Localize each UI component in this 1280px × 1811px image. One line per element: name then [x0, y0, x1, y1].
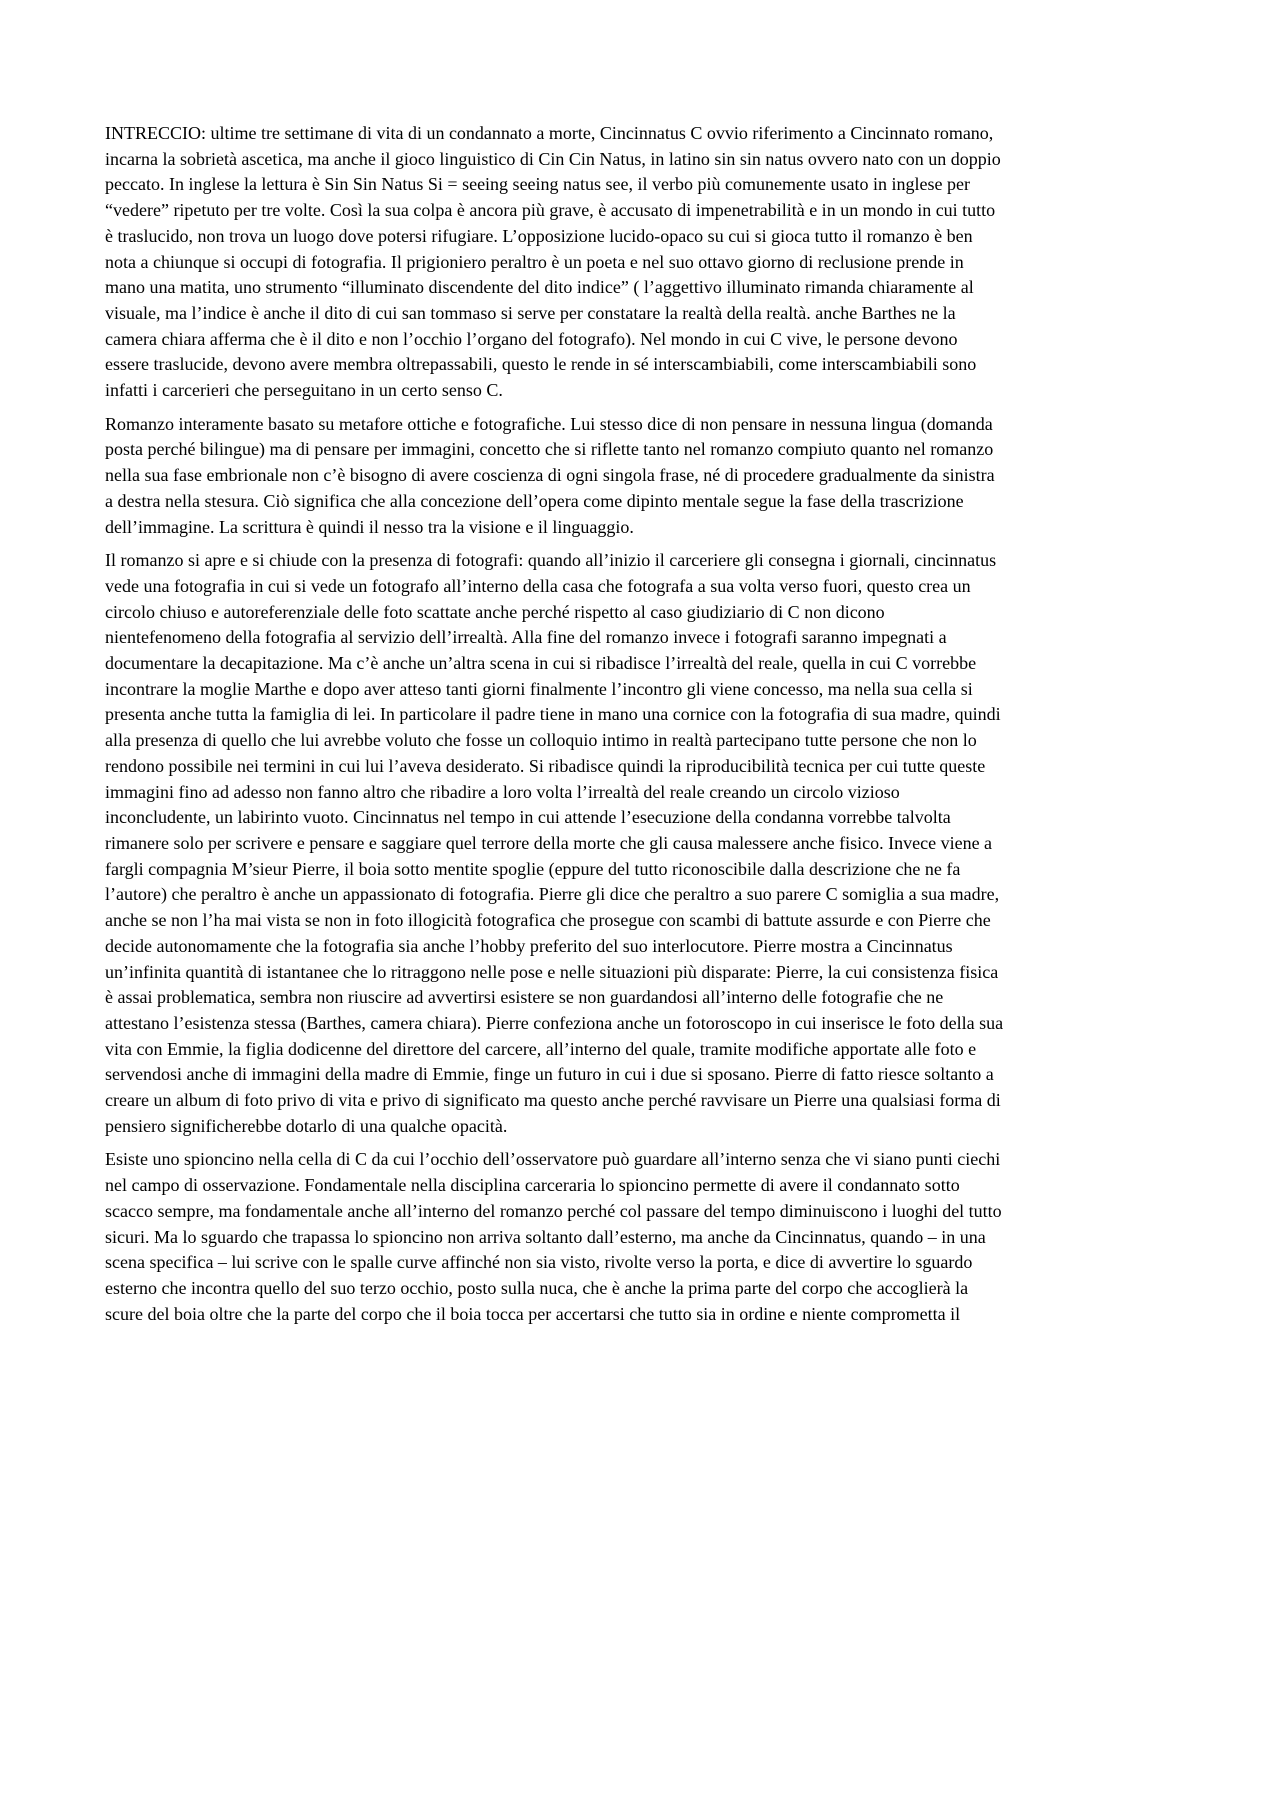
document-content: [105, 121, 1005, 1335]
paragraph-fotografi: Il romanzo si apre e si chiude con la presenza di fotografi: quando all’inizio il carceriere gli consegna i giornali, cincinnatus vede una fotografia in cui si vede un fotografo all’interno della casa che fotografa a sua volta verso fuori, questo crea un circolo chiuso e autoreferenziale delle foto scattate anche perché rispetto al caso giudiziario di C non dicono nientefenomeno della fotografia al servizio dell’irrealtà. Alla fine del romanzo invece i fotografi saranno impegnati a documentare la decapitazione. Ma c’è anche un’altra scena in cui si ribadisce l’irrealtà del reale, quella in cui C vorrebbe incontrare la moglie Marthe e dopo aver atteso tanti giorni finalmente l’incontro gli viene concesso, ma nella sua cella si presenta anche tutta la famiglia di lei. In particolare il padre tiene in mano una cornice con la fotografia di sua madre, quindi alla presenza di quello che lui avrebbe voluto che fosse un colloquio intimo in realtà partecipano tutte persone che non lo rendono possibile nei termini in cui lui l’aveva desiderato. Si ribadisce quindi la riproducibilità tecnica per cui tutte queste immagini fino ad adesso non fanno altro che ribadire a loro volta l’irrealtà del reale creando un circolo vizioso inconcludente, un labirinto vuoto. Cincinnatus nel tempo in cui attende l’esecuzione della condanna vorrebbe talvolta rimanere solo per scrivere e pensare e saggiare quel terrore della morte che gli causa malessere anche fisico. Invece viene a fargli compagnia M’sieur Pierre, il boia sotto mentite spoglie (eppure del tutto riconoscibile dalla descrizione che ne fa l’autore) che peraltro è anche un appassionato di fotografia. Pierre gli dice che peraltro a suo parere C somiglia a sua madre, anche se non l’ha mai vista se non in foto illogicità fotografica che prosegue con scambi di battute assurde e con Pierre che decide autonomamente che la fotografia sia anche l’hobby preferito del suo interlocutore. Pierre mostra a Cincinnatus un’infinita quantità di istantanee che lo ritraggono nelle pose e nelle situazioni più disparate: Pierre, la cui consistenza fisica è assai problematica, sembra non riuscire ad avvertirsi esistere se non guardandosi all’interno delle fotografie che ne attestano l’esistenza stessa (Barthes, camera chiara). Pierre confeziona anche un fotoroscopo in cui inserisce le foto della sua vita con Emmie, la figlia dodicenne del direttore del carcere, all’interno del quale, tramite modifiche apportate alle foto e servendosi anche di immagini della madre di Emmie, finge un futuro in cui i due si sposano. Pierre di fatto riesce soltanto a creare un album di foto privo di vita e privo di significato ma questo anche perché ravvisare un Pierre una qualsiasi forma di pensiero significherebbe dotarlo di una qualche opacità.: [105, 550, 1004, 1136]
paragraph-spioncino: Esiste uno spioncino nella cella di C da cui l’occhio dell’osservatore può guardare all’interno senza che vi siano punti ciechi nel campo di osservazione. Fondamentale nella disciplina carceraria lo spioncino permette di avere il condannato sotto scacco sempre, ma fondamentale anche all’interno del romanzo perché col passare del tempo diminuiscono i luoghi del tutto sicuri. Ma lo sguardo che trapassa lo spioncino non arriva soltanto dall’esterno, ma anche da Cincinnatus, quando – in una scena specifica – lui scrive con le spalle curve affinché non sia visto, rivolte verso la porta, e dice di avvertire lo sguardo esterno che incontra quello del suo terzo occhio, posto sulla nuca, che è anche la prima parte del corpo che accoglierà la scure del boia oltre che la parte del corpo che il boia tocca per accertarsi che tutto sia in ordine e niente comprometta il: [105, 1149, 1002, 1324]
paragraph-intreccio: INTRECCIO: ultime tre settimane di vita di un condannato a morte, Cincinnatus C ovvio riferimento a Cincinnato romano, incarna la sobrietà ascetica, ma anche il gioco linguistico di Cin Cin Natus, in latino sin sin natus ovvero nato con un doppio peccato. In inglese la lettura è Sin Sin Natus Si = seeing seeing natus see, il verbo più comunemente usato in inglese per “vedere” ripetuto per tre volte. Così la sua colpa è ancora più grave, è accusato di impenetrabilità e in un mondo in cui tutto è traslucido, non trova un luogo dove potersi rifugiare. L’opposizione lucido-opaco su cui si gioca tutto il romanzo è ben nota a chiunque si occupi di fotografia. Il prigioniero peraltro è un poeta e nel suo ottavo giorno di reclusione prende in mano una matita, uno strumento “illuminato discendente del dito indice” ( l’aggettivo illuminato rimanda chiaramente al visuale, ma l’indice è anche il dito di cui san tommaso si serve per constatare la realtà della realtà. anche Barthes ne la camera chiara afferma che è il dito e non l’occhio l’organo del fotografo). Nel mondo in cui C vive, le persone devono essere traslucide, devono avere membra oltrepassabili, questo le rende in sé interscambiabili, come interscambiabili sono infatti i carcerieri che perseguitano in un certo senso C.: [105, 123, 1001, 401]
paragraph-metafore-ottiche: Romanzo interamente basato su metafore ottiche e fotografiche. Lui stesso dice di non pensare in nessuna lingua (domanda posta perché bilingue) ma di pensare per immagini, concetto che si riflette tanto nel romanzo compiuto quanto nel romanzo nella sua fase embrionale non c’è bisogno di avere coscienza di ogni singola frase, né di procedere gradualmente da sinistra a destra nella stesura. Ciò significa che alla concezione dell’opera come dipinto mentale segue la fase della trascrizione dell’immagine. La scrittura è quindi il nesso tra la visione e il linguaggio.: [105, 413, 995, 537]
